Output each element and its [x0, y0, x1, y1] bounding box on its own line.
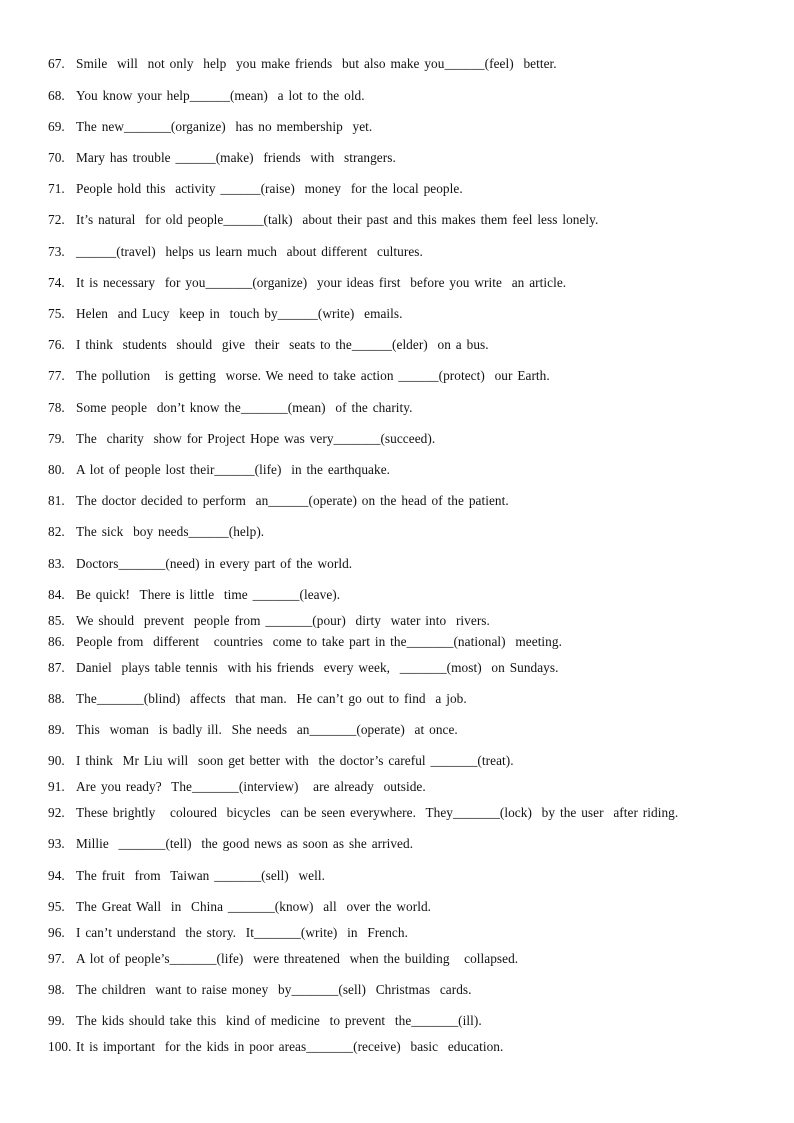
question-text: It’s natural for old people______(talk) about their past and this makes them feel less lonely. — [76, 212, 599, 227]
question-text: Are you ready? The_______(interview) are already outside. — [76, 779, 426, 794]
question-number: 99. — [48, 1013, 65, 1028]
question-text: ______(travel) helps us learn much about different cultures. — [76, 244, 423, 259]
question-text: The_______(blind) affects that man. He can’t go out to find a job. — [76, 691, 467, 706]
question-number: 68. — [48, 88, 65, 103]
question-number: 89. — [48, 722, 65, 737]
question-number: 86. — [48, 634, 65, 649]
question-number: 67. — [48, 56, 65, 71]
question-item — [48, 753, 514, 769]
question-text: I think students should give their seats to the______(elder) on a bus. — [76, 337, 489, 352]
question-item — [48, 88, 365, 104]
question-number: 92. — [48, 805, 65, 820]
question-item — [48, 660, 558, 676]
question-item — [48, 556, 352, 572]
question-item — [48, 722, 458, 738]
question-text: It is important for the kids in poor areas_______(receive) basic education. — [76, 1039, 504, 1054]
question-text: The new_______(organize) has no membership yet. — [76, 119, 373, 134]
question-number: 84. — [48, 587, 65, 602]
question-item — [48, 587, 340, 603]
question-text: Helen and Lucy keep in touch by______(write) emails. — [76, 306, 403, 321]
question-text: The kids should take this kind of medicine to prevent the_______(ill). — [76, 1013, 482, 1028]
question-text: You know your help______(mean) a lot to the old. — [76, 88, 365, 103]
question-text: Daniel plays table tennis with his friends every week, _______(most) on Sundays. — [76, 660, 559, 675]
question-text: Some people don’t know the_______(mean) of the charity. — [76, 400, 413, 415]
question-number: 98. — [48, 982, 65, 997]
question-item — [48, 868, 325, 884]
question-text: A lot of people’s_______(life) were threatened when the building collapsed. — [76, 951, 519, 966]
question-number: 87. — [48, 660, 65, 675]
question-item — [48, 691, 467, 707]
question-text: I can’t understand the story. It_______(write) in French. — [76, 925, 408, 940]
question-item — [48, 1039, 503, 1055]
question-number: 96. — [48, 925, 65, 940]
question-item — [48, 150, 396, 166]
question-text: We should prevent people from _______(pour) dirty water into rivers. — [76, 613, 490, 628]
question-number: 69. — [48, 119, 65, 134]
question-item — [48, 982, 472, 998]
question-number: 97. — [48, 951, 65, 966]
question-number: 76. — [48, 337, 65, 352]
question-item — [48, 337, 489, 353]
question-item — [48, 56, 557, 72]
question-text: Be quick! There is little time _______(leave). — [76, 587, 341, 602]
question-text: The fruit from Taiwan _______(sell) well. — [76, 868, 325, 883]
question-number: 75. — [48, 306, 65, 321]
question-text: These brightly coloured bicycles can be seen everywhere. They_______(lock) by the user after riding. — [76, 805, 679, 820]
question-item — [48, 212, 598, 228]
question-number: 72. — [48, 212, 65, 227]
question-number: 85. — [48, 613, 65, 628]
question-item — [48, 951, 518, 967]
question-item — [48, 836, 413, 852]
question-number: 80. — [48, 462, 65, 477]
question-text: I think Mr Liu will soon get better with the doctor’s careful _______(treat). — [76, 753, 514, 768]
question-number: 94. — [48, 868, 65, 883]
question-number: 88. — [48, 691, 65, 706]
question-item — [48, 524, 264, 540]
question-text: The pollution is getting worse. We need to take action ______(protect) our Earth. — [76, 368, 550, 383]
question-item — [48, 805, 678, 821]
question-text: Millie _______(tell) the good news as soon as she arrived. — [76, 836, 414, 851]
question-number: 71. — [48, 181, 65, 196]
question-text: It is necessary for you_______(organize) your ideas first before you write an article. — [76, 275, 567, 290]
question-number: 95. — [48, 899, 65, 914]
question-text: The children want to raise money by_______(sell) Christmas cards. — [76, 982, 472, 997]
question-text: The sick boy needs______(help). — [76, 524, 265, 539]
question-text: The charity show for Project Hope was very_______(succeed). — [76, 431, 436, 446]
question-item — [48, 368, 550, 384]
question-text: The Great Wall in China _______(know) all over the world. — [76, 899, 432, 914]
question-number: 100. — [48, 1039, 72, 1054]
question-item — [48, 613, 490, 629]
question-item — [48, 306, 403, 322]
question-number: 91. — [48, 779, 65, 794]
question-number: 78. — [48, 400, 65, 415]
question-item — [48, 779, 426, 795]
question-text: People hold this activity ______(raise) money for the local people. — [76, 181, 463, 196]
question-item — [48, 634, 562, 650]
question-number: 79. — [48, 431, 65, 446]
question-item — [48, 400, 413, 416]
question-item — [48, 925, 408, 941]
question-text: This woman is badly ill. She needs an_______(operate) at once. — [76, 722, 458, 737]
question-number: 82. — [48, 524, 65, 539]
question-text: A lot of people lost their______(life) in the earthquake. — [76, 462, 391, 477]
question-item — [48, 899, 431, 915]
question-text: Doctors_______(need) in every part of the world. — [76, 556, 353, 571]
question-text: The doctor decided to perform an______(operate) on the head of the patient. — [76, 493, 509, 508]
question-number: 70. — [48, 150, 65, 165]
question-item — [48, 119, 372, 135]
question-item — [48, 1013, 482, 1029]
question-item — [48, 275, 566, 291]
question-number: 90. — [48, 753, 65, 768]
question-number: 83. — [48, 556, 65, 571]
question-number: 74. — [48, 275, 65, 290]
question-item — [48, 244, 423, 260]
question-text: People from different countries come to take part in the_______(national) meeting. — [76, 634, 562, 649]
question-number: 73. — [48, 244, 65, 259]
question-number: 93. — [48, 836, 65, 851]
question-item — [48, 431, 435, 447]
question-item — [48, 462, 390, 478]
question-text: Smile will not only help you make friends but also make you______(feel) better. — [76, 56, 557, 71]
question-item — [48, 181, 463, 197]
question-item — [48, 493, 509, 509]
question-number: 77. — [48, 368, 65, 383]
question-number: 81. — [48, 493, 65, 508]
question-text: Mary has trouble ______(make) friends with strangers. — [76, 150, 396, 165]
